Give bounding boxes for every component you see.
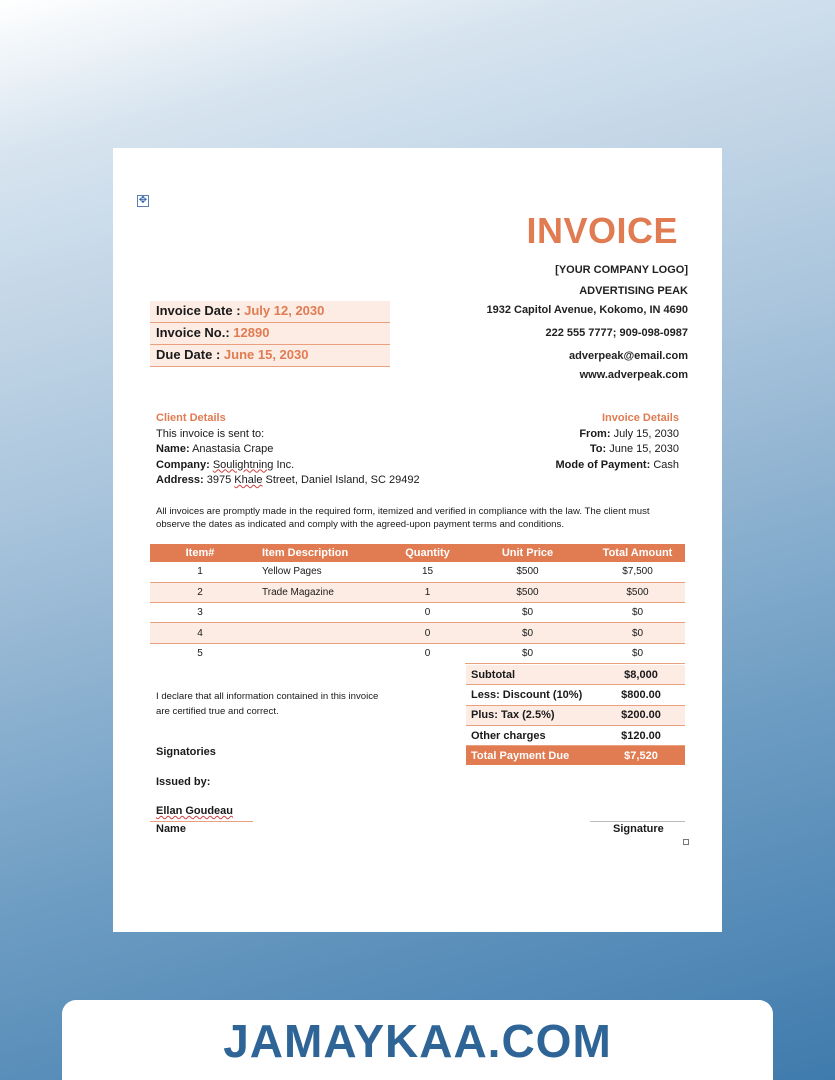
invoice-meta (150, 301, 390, 367)
table-move-handle-icon[interactable]: ✥ (138, 195, 148, 206)
other-charges-label: Other charges (471, 729, 546, 742)
cell-item-number: 2 (150, 582, 250, 602)
cell-quantity: 0 (390, 603, 465, 623)
client-company: Soulightning (212, 458, 274, 471)
signer-name: Ellan Goudeau (156, 805, 234, 817)
company-name: ADVERTISING PEAK (579, 285, 688, 297)
tax-label: Plus: Tax (2.5%) (471, 709, 555, 722)
subtotal-label: Subtotal (471, 668, 515, 681)
cell-item-description (250, 603, 390, 623)
client-address-label: Address: (156, 474, 204, 486)
company-website: www.adverpeak.com (579, 369, 688, 381)
invoice-number-value: 12890 (233, 325, 270, 340)
client-details-heading: Client Details (156, 412, 226, 424)
client-address-rest: Street, Daniel Island, SC 29492 (265, 474, 420, 486)
client-company-line (156, 458, 420, 474)
cell-item-description (250, 643, 390, 663)
discount-value: $800.00 (621, 688, 661, 701)
cell-unit-price: $500 (465, 562, 590, 582)
company-phone: 222 555 7777; 909-098-0987 (545, 327, 688, 339)
col-unit-price: Unit Price (465, 544, 590, 562)
items-header-row (150, 544, 685, 562)
from-value: July 15, 2030 (613, 427, 679, 440)
client-details (156, 411, 420, 489)
total-due-value: $7,520 (624, 749, 658, 762)
client-name: Anastasia Crape (192, 443, 274, 455)
name-divider (150, 821, 253, 822)
due-date-value: June 15, 2030 (223, 347, 309, 362)
total-due-row (466, 746, 685, 765)
cell-quantity: 0 (424, 648, 431, 660)
invoice-number-label: Invoice No.: (156, 325, 234, 340)
table-row (150, 582, 685, 602)
invoice-title: INVOICE (526, 210, 678, 251)
cell-quantity: 15 (390, 562, 465, 582)
to-label: To: (589, 443, 607, 455)
table-row (150, 623, 685, 643)
cell-total-amount: $500 (590, 582, 685, 602)
payment-mode-line (556, 458, 679, 474)
items-table (150, 544, 685, 664)
client-address-number: 3975 (206, 474, 232, 486)
company-email: adverpeak@email.com (569, 350, 688, 362)
from-line (556, 427, 679, 443)
signatories-heading: Signatories (156, 746, 216, 758)
company-block (448, 264, 688, 388)
cell-item-number: 5 (197, 648, 203, 660)
cell-total-amount: $0 (590, 603, 685, 623)
cell-item-number: 4 (150, 623, 250, 643)
other-charges-value: $120.00 (621, 729, 661, 742)
client-company-label: Company: (156, 458, 210, 471)
totals-block (466, 665, 685, 765)
payment-mode-label: Mode of Payment: (555, 458, 651, 471)
invoice-details (556, 411, 679, 473)
cell-unit-price: $0 (465, 643, 590, 663)
payment-mode-value: Cash (653, 458, 679, 471)
due-date-row (150, 345, 390, 367)
signature-line (590, 821, 685, 822)
invoice-page (113, 148, 722, 932)
cell-quantity: 0 (390, 623, 465, 643)
invoice-date-row (150, 301, 390, 323)
total-due-label: Total Payment Due (471, 749, 570, 762)
tax-row (466, 706, 685, 726)
cell-unit-price: $500 (465, 582, 590, 602)
banner-text: JAMAYKAA.COM (223, 1015, 612, 1067)
cell-quantity: 1 (390, 582, 465, 602)
cell-unit-price: $0 (465, 603, 590, 623)
discount-label: Less: Discount (10%) (471, 688, 583, 701)
col-quantity: Quantity (390, 544, 465, 562)
cell-total-amount: $7,500 (590, 562, 685, 582)
signature-label: Signature (613, 823, 664, 835)
client-address-street: Khale (234, 474, 263, 486)
tax-value: $200.00 (621, 709, 661, 722)
col-total-amount: Total Amount (590, 544, 685, 562)
cell-unit-price: $0 (465, 623, 590, 643)
cell-item-number: 1 (150, 562, 250, 582)
subtotal-value: $8,000 (624, 668, 658, 681)
discount-row (466, 685, 685, 705)
to-line (556, 442, 679, 458)
table-row (150, 603, 685, 623)
table-row (150, 643, 685, 663)
col-item-number: Item# (150, 544, 250, 562)
cell-total-amount: $0 (590, 623, 685, 643)
table-row (150, 562, 685, 582)
invoice-date-value: July 12, 2030 (244, 303, 325, 318)
declaration-text: I declare that all information contained in this invoice are certified true and correct. (156, 691, 379, 717)
invoice-date-label: Invoice Date : (156, 303, 245, 318)
subtotal-row (466, 665, 685, 685)
cell-total-amount: $0 (590, 643, 685, 663)
client-name-label: Name: (156, 443, 190, 455)
invoice-notice: All invoices are promptly made in the required form, itemized and verified in compliance with the law. The client must observe the dates as indicated and comply with the agreed-upon payment terms and conditions. (156, 506, 650, 530)
cell-item-description: Trade Magazine (250, 582, 390, 602)
client-intro: This invoice is sent to: (156, 427, 265, 440)
cell-item-description (250, 623, 390, 643)
cell-item-number: 3 (150, 603, 250, 623)
client-address-line (156, 473, 420, 489)
from-label: From: (579, 427, 611, 440)
invoice-number-row (150, 323, 390, 345)
issued-by-label: Issued by: (156, 776, 211, 788)
col-item-description: Item Description (250, 544, 390, 562)
watermark-banner (62, 1000, 773, 1080)
client-company-suffix: Inc. (276, 458, 295, 471)
to-value: June 15, 2030 (609, 443, 679, 455)
client-name-line (156, 442, 420, 458)
company-address: 1932 Capitol Avenue, Kokomo, IN 4690 (486, 304, 688, 316)
company-logo-placeholder: [YOUR COMPANY LOGO] (555, 264, 688, 276)
other-charges-row (466, 726, 685, 746)
due-date-label: Due Date : (156, 347, 224, 362)
name-label: Name (156, 823, 186, 835)
cell-item-description: Yellow Pages (250, 562, 390, 582)
table-resize-handle-icon[interactable] (683, 839, 689, 845)
invoice-details-heading: Invoice Details (601, 412, 679, 424)
